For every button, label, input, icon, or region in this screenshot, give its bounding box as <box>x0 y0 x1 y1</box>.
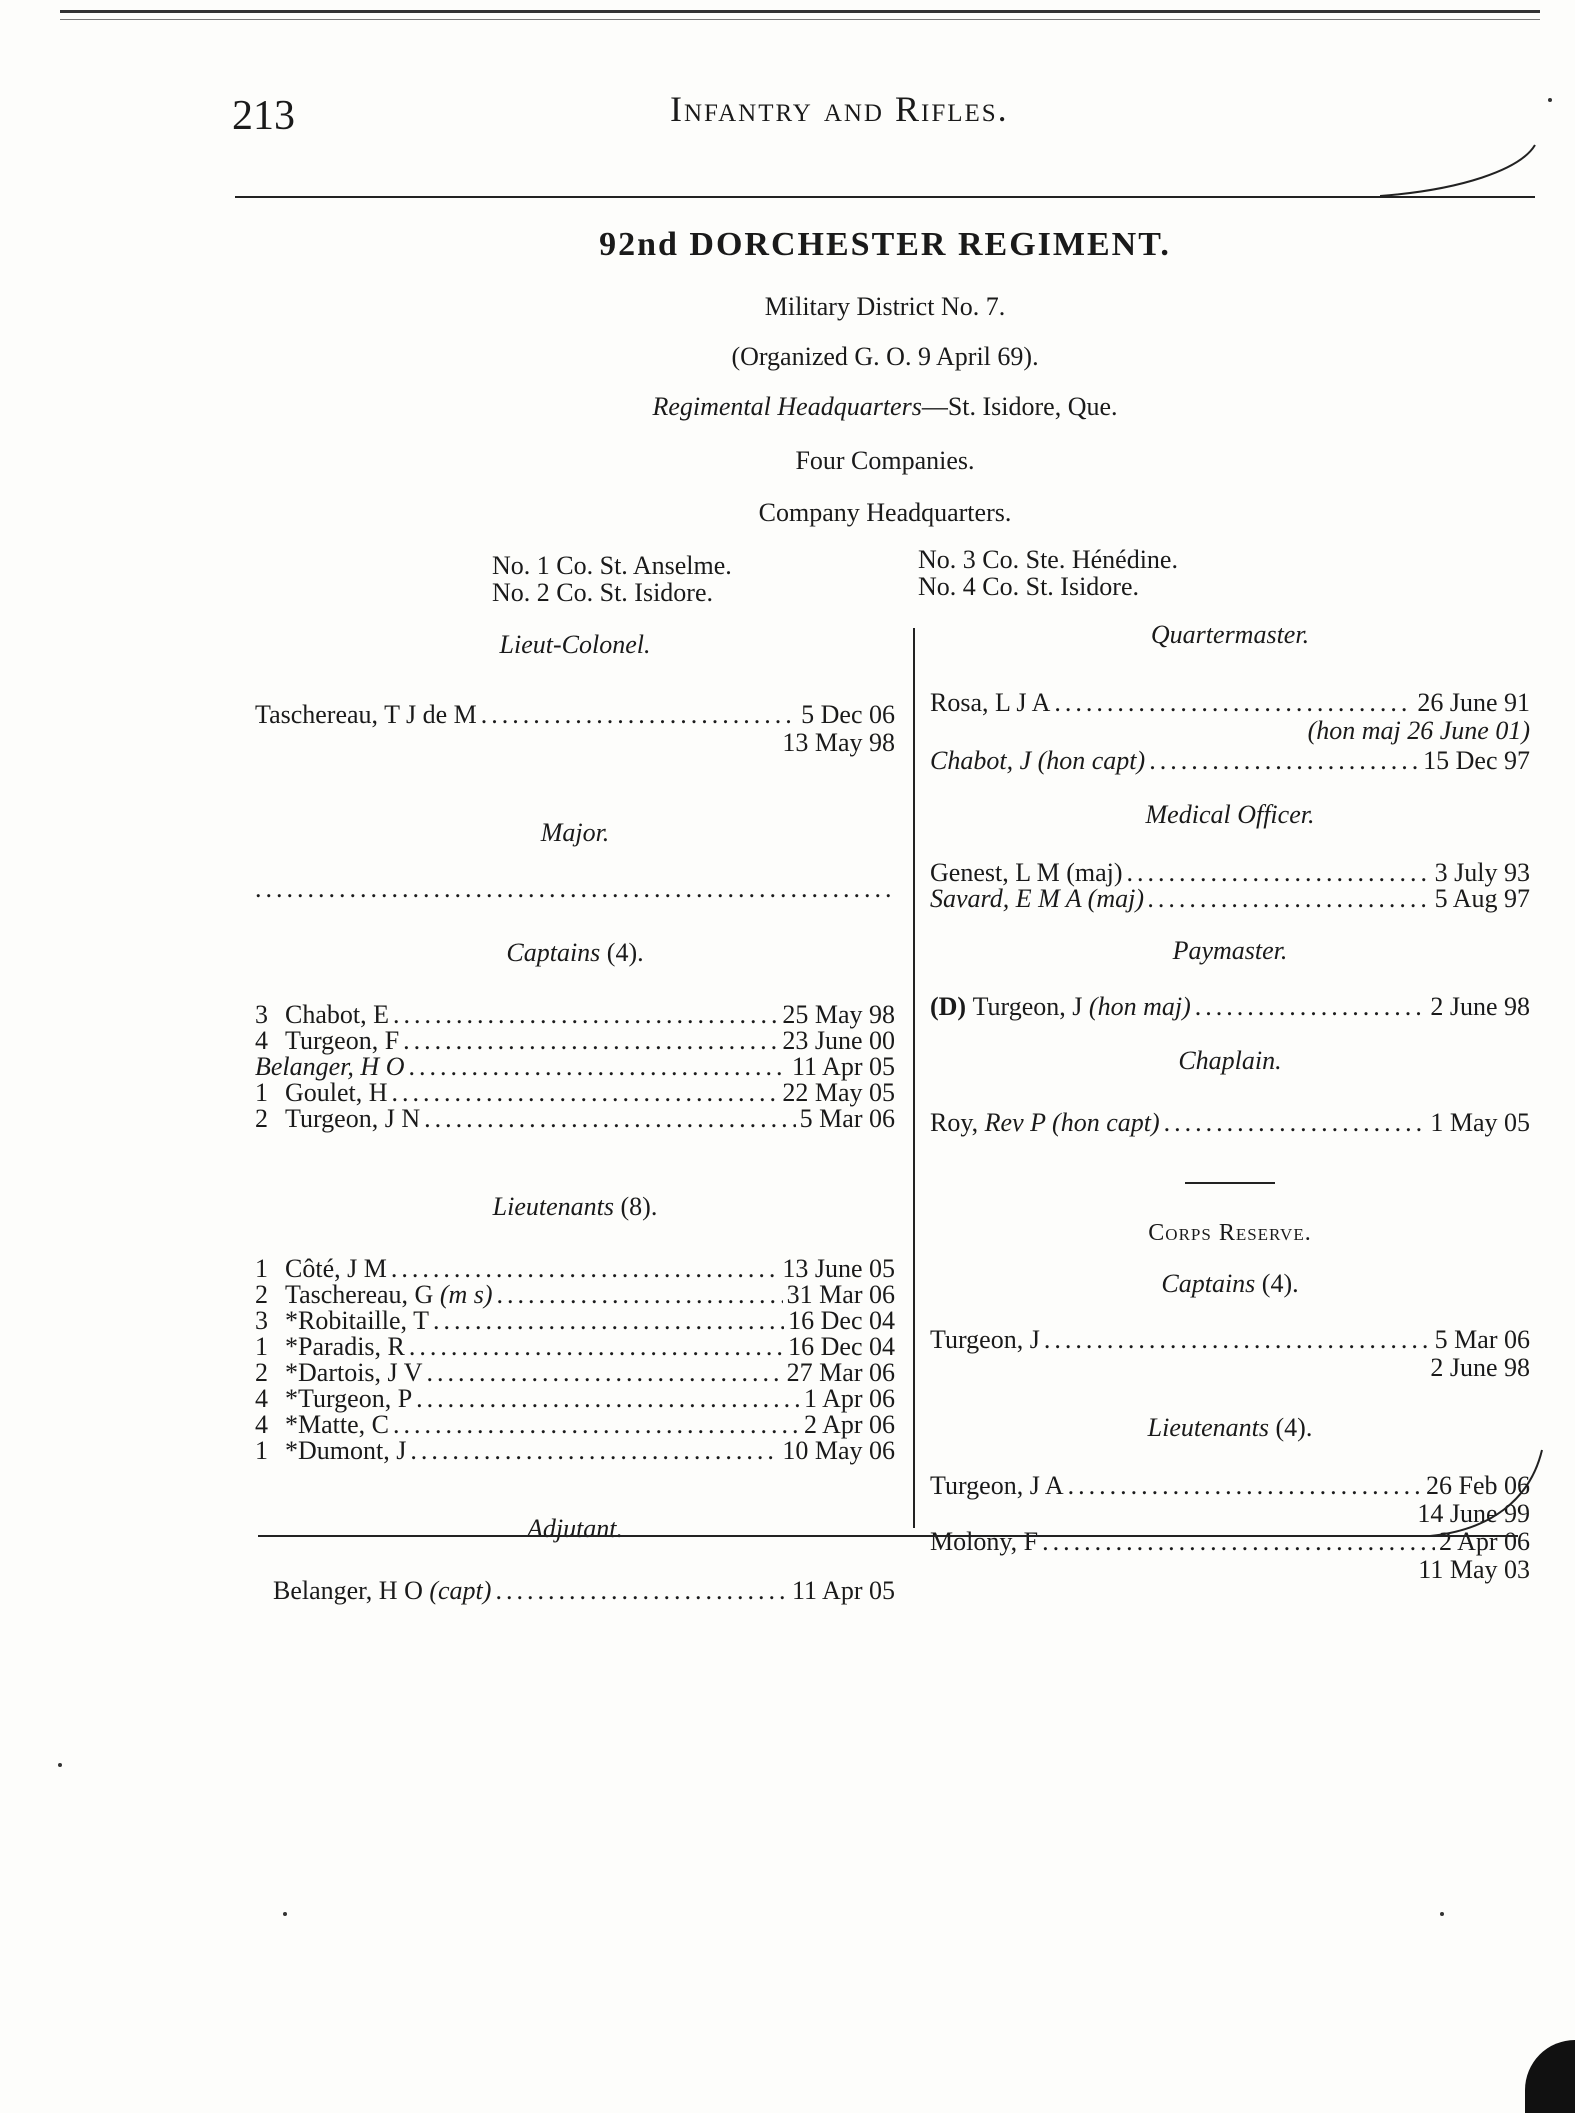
medical-officer-heading: Medical Officer. <box>1145 800 1315 829</box>
reserve-captains-heading: Captains (4). <box>1161 1269 1299 1298</box>
officer-row: Savard, E M A (maj) ..... 5 Aug 97 <box>930 886 1530 912</box>
officer-name: Goulet, H <box>285 1078 388 1107</box>
commission-date: 5 Dec 06 <box>801 700 895 729</box>
chaplain-heading: Chaplain. <box>1178 1046 1282 1075</box>
officer-row: Genest, L M (maj) ..... 3 July 93 <box>930 860 1530 886</box>
header-rule-flourish <box>1380 140 1540 200</box>
adjutant-heading: Adjutant. <box>526 1514 624 1543</box>
officer-note: (m s) <box>439 1280 493 1309</box>
lieut-colonel-row <box>255 702 895 728</box>
captains-list <box>255 1002 895 1132</box>
officer-row: (D) Turgeon, J (hon maj) ..... 2 June 98 <box>930 994 1530 1020</box>
scan-speck <box>58 1763 62 1767</box>
regiment-title: 92nd DORCHESTER REGIMENT. <box>599 226 1171 263</box>
officer-name: Genest, L M (maj) <box>930 858 1123 887</box>
officer-name: *Matte, C <box>285 1410 389 1439</box>
company-list-right <box>918 546 1178 600</box>
officer-name: Turgeon, J A <box>930 1471 1064 1500</box>
officer-note: (capt) <box>429 1576 492 1605</box>
military-district: Military District No. 7. <box>764 292 1006 321</box>
officer-row: 1 *Dumont, J ..... 10 May 06 <box>255 1438 895 1464</box>
officer-row: 2 Taschereau, G (m s) ..... 31 Mar 06 <box>255 1282 895 1308</box>
company-headquarters-heading: Company Headquarters. <box>758 498 1012 527</box>
officer-row: Chabot, J (hon capt) ..... 15 Dec 97 <box>930 748 1530 774</box>
officer-row: Turgeon, J A ..... 26 Feb 06 <box>930 1473 1530 1499</box>
lieut-colonel-heading: Lieut-Colonel. <box>499 630 651 659</box>
officer-name: Rosa, L J A <box>930 688 1051 717</box>
commission-date-secondary: 11 May 03 <box>1418 1555 1530 1584</box>
officer-name: *Turgeon, P <box>285 1384 413 1413</box>
officer-name: *Dumont, J <box>285 1436 407 1465</box>
officer-name: *Robitaille, T <box>285 1306 429 1335</box>
corps-reserve-heading: Corps Reserve. <box>1148 1220 1312 1246</box>
commission-date-secondary: 2 June 98 <box>1430 1353 1530 1382</box>
officer-name: *Paradis, R <box>285 1332 405 1361</box>
officer-name: Côté, J M <box>285 1254 387 1283</box>
officer-name: Roy, <box>930 1108 979 1137</box>
header-rule <box>235 196 1535 198</box>
officer-prefix: (D) <box>930 992 967 1021</box>
officer-note: (hon maj 26 June 01) <box>1307 716 1530 745</box>
bottom-rule <box>258 1535 1518 1537</box>
lieutenants-heading: Lieutenants (8). <box>492 1192 658 1221</box>
scan-edge-shadow <box>1525 2040 1575 2113</box>
officer-row: Roy, Rev P (hon capt) ..... 1 May 05 <box>930 1110 1530 1136</box>
top-border-rule <box>60 10 1540 20</box>
adjutant-row: Belanger, H O (capt) ..... 11 Apr 05 <box>255 1578 895 1604</box>
company-item: No. 4 Co. St. Isidore. <box>918 572 1139 601</box>
officer-name: Taschereau, G <box>285 1280 434 1309</box>
officer-row: 3 *Robitaille, T ..... 16 Dec 04 <box>255 1308 895 1334</box>
left-column <box>255 630 895 1604</box>
commission-date-secondary: 14 June 99 <box>1417 1499 1530 1528</box>
regimental-headquarters <box>235 392 1535 422</box>
officer-row: Belanger, H O ..... 11 Apr 05 <box>255 1054 895 1080</box>
officer-row: 3 Chabot, E ..... 25 May 98 <box>255 1002 895 1028</box>
officer-name: Turgeon, J <box>972 992 1083 1021</box>
hq-value: —St. Isidore, Que. <box>921 392 1118 421</box>
officer-row: Molony, F ..... 2 Apr 06 <box>930 1529 1530 1555</box>
officer-name: Belanger, H O <box>255 1052 405 1081</box>
officer-row: 1 *Paradis, R ..... 16 Dec 04 <box>255 1334 895 1360</box>
officer-note: (hon maj) <box>1088 992 1191 1021</box>
officer-row: 1 Côté, J M ..... 13 June 05 <box>255 1256 895 1282</box>
captains-heading: Captains (4). <box>506 938 644 967</box>
commission-date-secondary: 13 May 98 <box>782 728 895 757</box>
officer-row: Turgeon, J ..... 5 Mar 06 <box>930 1327 1530 1353</box>
scan-speck <box>1548 98 1552 102</box>
reserve-lieutenants-heading: Lieutenants (4). <box>1147 1413 1313 1442</box>
officer-name: Chabot, E <box>285 1000 389 1029</box>
officer-row: 4 *Turgeon, P ..... 1 Apr 06 <box>255 1386 895 1412</box>
officer-name: Turgeon, F <box>285 1026 400 1055</box>
officer-name: Taschereau, T J de M <box>255 700 477 729</box>
scan-speck <box>1440 1912 1444 1916</box>
officer-row: 1 Goulet, H ..... 22 May 05 <box>255 1080 895 1106</box>
hq-label: Regimental Headquarters <box>652 392 922 421</box>
officer-name: Chabot, J (hon capt) <box>930 746 1146 775</box>
officer-row: 4 Turgeon, F ..... 23 June 00 <box>255 1028 895 1054</box>
officer-name: Turgeon, J <box>930 1325 1040 1354</box>
running-head: Infantry and Rifles. <box>670 89 1009 129</box>
company-list-left <box>492 552 732 606</box>
bottom-rule-flourish <box>1430 1440 1550 1540</box>
quartermaster-heading: Quartermaster. <box>1150 620 1310 649</box>
company-count: Four Companies. <box>795 446 975 475</box>
page-number: 213 <box>232 93 295 139</box>
organized-note: (Organized G. O. 9 April 69). <box>731 342 1039 371</box>
company-item: No. 3 Co. Ste. Hénédine. <box>918 545 1178 574</box>
major-heading: Major. <box>540 818 610 847</box>
officer-row: 2 Turgeon, J N ..... 5 Mar 06 <box>255 1106 895 1132</box>
officer-row: Rosa, L J A ..... 26 June 91 <box>930 690 1530 716</box>
officer-name: Molony, F <box>930 1527 1039 1556</box>
officer-name: Belanger, H O <box>273 1576 423 1605</box>
scan-speck <box>283 1912 287 1916</box>
major-vacant-row <box>255 876 895 902</box>
company-item: No. 1 Co. St. Anselme. <box>492 551 732 580</box>
officer-row: 2 *Dartois, J V ..... 27 Mar 06 <box>255 1360 895 1386</box>
officer-name: Turgeon, J N <box>285 1104 421 1133</box>
section-separator <box>1185 1182 1275 1184</box>
column-divider <box>913 628 915 1528</box>
officer-row: 4 *Matte, C ..... 2 Apr 06 <box>255 1412 895 1438</box>
medical-list <box>930 860 1530 912</box>
paymaster-heading: Paymaster. <box>1172 936 1288 965</box>
officer-name: Savard, E M A (maj) <box>930 884 1144 913</box>
company-item: No. 2 Co. St. Isidore. <box>492 578 713 607</box>
officer-note: Rev P (hon capt) <box>984 1108 1160 1137</box>
officer-name: *Dartois, J V <box>285 1358 423 1387</box>
lieutenants-list <box>255 1256 895 1464</box>
